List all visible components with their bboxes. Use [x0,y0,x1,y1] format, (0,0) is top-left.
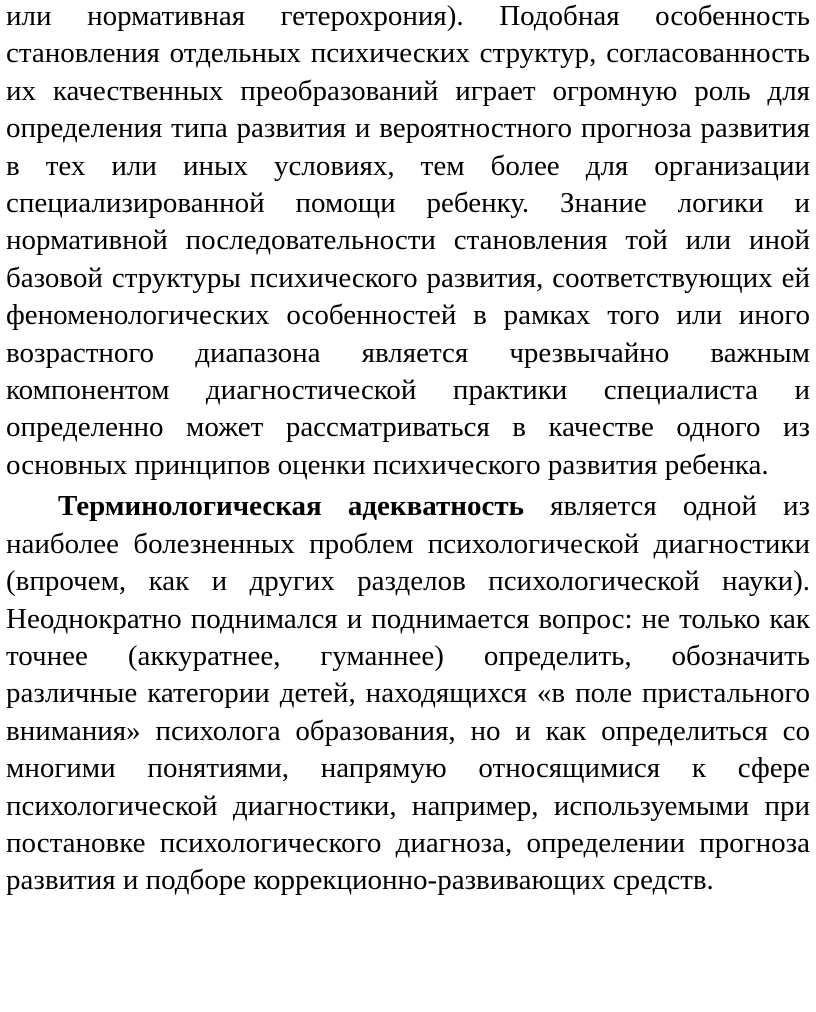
paragraph-terminological-adequacy [6,488,810,899]
paragraph-developmental-structures: или нормативная гетерохрония). Подобная особенность становления отдельных психических структур, согласованность их качественных преобразований играет огромную роль для определения типа развития и вероятностного прогноза развития в тех или иных условиях, тем более для организации специализированной помощи ребенку. Знание логики и нормативной последовательности становления той или иной базовой структуры психического развития, соответствующих ей феноменологических особенностей в рамках того или иного возрастного диапазона является чрезвычайно важным компонентом диагностической практики специалиста и определенно может рассматриваться в качестве одного из основных принципов оценки психического развития ребенка. [6,0,810,481]
paragraph-body-text: является одной из наиболее болезненных проблем психологической диагностики (впрочем, как и других разделов психологической науки). Неоднократно поднимался и поднимается вопрос: не только как точнее (аккуратнее, гуманнее) определить, обозначить различные категории детей, находящихся «в поле пристального внимания» психолога образования, но и как определиться со многими понятиями, напрямую относящимися к сфере психологической диагностики, например, используемыми при постановке психологического диагноза, определении прогноза развития и подборе коррекционно-развивающих средств. [6,490,810,897]
bold-term: Терминологическая адекватность [58,490,524,523]
